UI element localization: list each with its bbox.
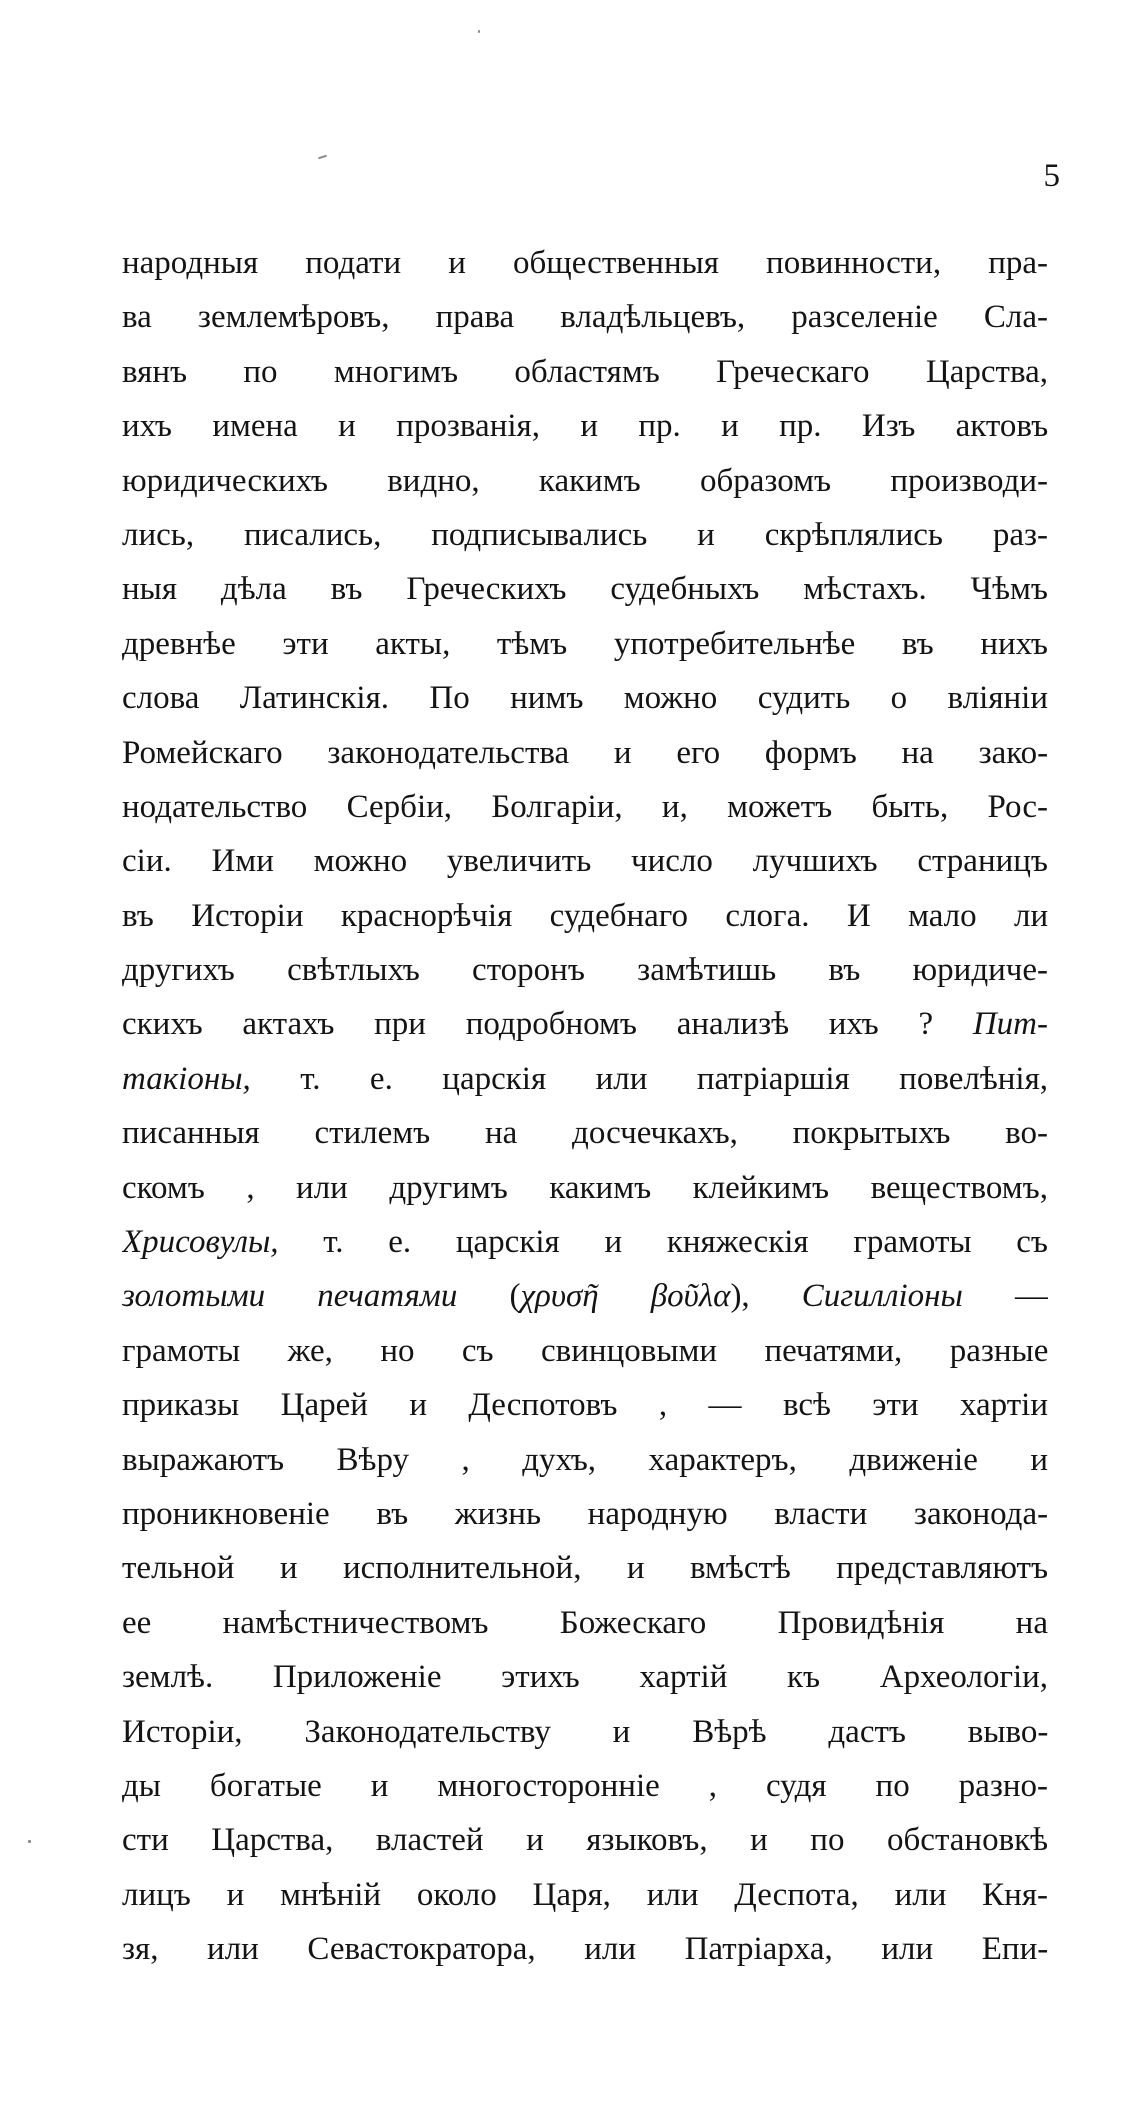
text-line [122,671,1048,725]
text-segment: лись, писались, подписывались и скрѣплялись раз- [122,516,1048,553]
italic-term: Пит- [972,1006,1048,1043]
text-segment: т. е. царскія и княжескія грамоты съ [278,1224,1048,1261]
text-line [122,1269,1048,1323]
paper-speck [28,1840,31,1843]
text-segment: нодательство Сербіи, Болгаріи, и, можетъ быть, Рос- [122,788,1048,825]
italic-term: Сигилліоны [801,1278,963,1315]
text-segment: ее намѣстничествомъ Божескаго Провидѣнія на [122,1604,1048,1641]
page-number: 5 [1043,158,1060,194]
text-line [122,780,1048,834]
text-segment: вянъ по многимъ областямъ Греческаго Царства, [122,353,1048,390]
text-line [122,1922,1048,1976]
text-line [122,1106,1048,1160]
body-text [122,236,1048,1977]
text-segment: другихъ свѣтлыхъ сторонъ замѣтишь въ юридиче- [122,952,1048,989]
text-line [122,889,1048,943]
paper-speck [478,30,480,33]
text-segment: проникновеніе въ жизнь народную власти законода- [122,1495,1048,1532]
text-line [122,562,1048,616]
text-line [122,997,1048,1051]
text-line [122,1705,1048,1759]
text-line [122,1596,1048,1650]
text-segment: тельной и исполнительной, и вмѣстѣ представляютъ [122,1550,1048,1587]
text-segment: ныя дѣла въ Греческихъ судебныхъ мѣстахъ. Чѣмъ [122,571,1048,608]
text-segment: выражаютъ Вѣру , духъ, характеръ, движеніе и [122,1441,1048,1478]
text-segment: слова Латинскія. По нимъ можно судить о вліяніи [122,680,1048,717]
text-segment: Ромейскаго законодательства и его формъ на зако- [122,734,1048,771]
text-segment: сіи. Ими можно увеличить число лучшихъ страницъ [122,843,1048,880]
text-segment: зя, или Севастократора, или Патріарха, или Епи- [122,1931,1048,1968]
text-line [122,1868,1048,1922]
text-segment: землѣ. Приложеніе этихъ хартій къ Археологіи, [122,1659,1048,1696]
text-line [122,1324,1048,1378]
text-line [122,345,1048,399]
text-segment: грамоты же, но съ свинцовыми печатями, разные [122,1332,1048,1369]
text-segment: ), [730,1278,802,1315]
italic-term: золотыми печатями [122,1278,458,1315]
text-segment: сти Царства, властей и языковъ, и по обстановкѣ [122,1822,1048,1859]
text-line [122,1487,1048,1541]
text-line [122,1215,1048,1269]
italic-term: χρυσῆ βοῦλα [520,1278,731,1315]
text-line [122,508,1048,562]
text-line [122,399,1048,453]
text-line [122,290,1048,344]
text-line [122,1541,1048,1595]
text-line [122,1052,1048,1106]
text-segment: скомъ , или другимъ какимъ клейкимъ веществомъ, [122,1169,1048,1206]
text-segment: лицъ и мнѣній около Царя, или Деспота, или Кня- [122,1876,1048,1913]
italic-term: такіоны, [122,1060,251,1097]
text-segment: въ Исторіи краснорѣчія судебнаго слога. И мало ли [122,897,1048,934]
text-segment: юридическихъ видно, какимъ образомъ производи- [122,462,1048,499]
text-segment: ихъ имена и прозванія, и пр. и пр. Изъ актовъ [122,408,1048,445]
text-line [122,236,1048,290]
text-line [122,1813,1048,1867]
text-line [122,1759,1048,1813]
text-line [122,943,1048,997]
text-line [122,617,1048,671]
paper-speck [318,155,327,160]
text-segment: ды богатые и многосторонніе , судя по разно- [122,1767,1048,1804]
text-line [122,1161,1048,1215]
text-line [122,834,1048,888]
text-line [122,726,1048,780]
text-segment: Исторіи, Законодательству и Вѣрѣ дастъ выво- [122,1713,1048,1750]
italic-term: Хрисовулы, [122,1224,279,1261]
text-segment: ва землемѣровъ, права владѣльцевъ, разселеніе Сла- [122,299,1048,336]
text-line [122,1378,1048,1432]
text-segment: писанныя стилемъ на досчечкахъ, покрытыхъ во- [122,1115,1048,1152]
text-segment: ( [457,1278,521,1315]
text-segment: приказы Царей и Деспотовъ , — всѣ эти хартіи [122,1387,1048,1424]
text-line [122,1433,1048,1487]
text-segment: — [962,1278,1048,1315]
text-line [122,454,1048,508]
text-line [122,1650,1048,1704]
text-segment: т. е. царскія или патріаршія повелѣнія, [250,1060,1048,1097]
text-segment: древнѣе эти акты, тѣмъ употребительнѣе въ нихъ [122,625,1048,662]
text-segment: народныя подати и общественныя повинности, пра- [122,245,1048,281]
text-segment: скихъ актахъ при подробномъ анализѣ ихъ ? [122,1006,973,1043]
